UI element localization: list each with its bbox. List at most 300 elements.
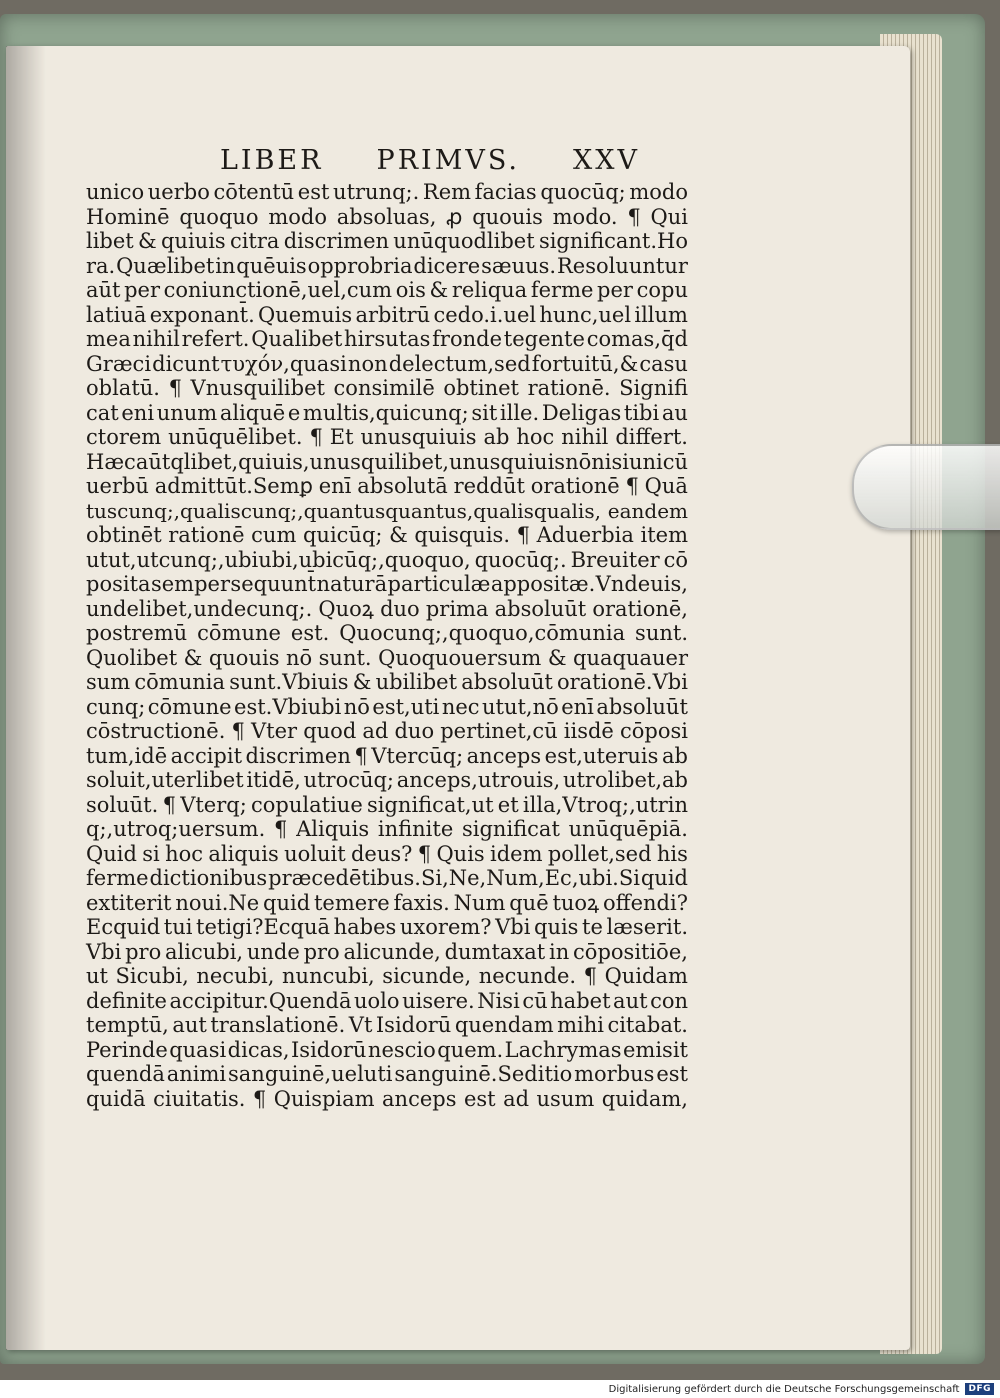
word: cum	[251, 523, 297, 547]
word: cedo.i.uel	[433, 302, 537, 327]
word: pollet,sed	[547, 841, 652, 866]
word: est.Vbiubi	[234, 694, 342, 719]
word: citabat.	[607, 1013, 688, 1037]
word: obtinet	[443, 376, 519, 400]
text-line	[86, 695, 688, 720]
word: Sicubi,	[115, 964, 189, 988]
word: coniunctionē,uel,cum	[163, 278, 393, 302]
word: tuscunq;,qualiscunq;,quantusquantus,qualisqualis,	[86, 498, 601, 523]
word: comas,q̄d	[586, 327, 688, 351]
word: quocūq;.	[474, 547, 567, 572]
word: hirsutas	[344, 327, 431, 351]
word: sæuus.	[481, 253, 557, 278]
word: ¶	[417, 841, 432, 866]
word: hoc	[516, 425, 555, 449]
word: tetigi?Ecquā	[196, 915, 331, 939]
word: Perinde	[86, 1037, 168, 1062]
word: unico	[86, 180, 145, 204]
text-line	[86, 646, 688, 671]
word: appositæ.	[490, 572, 596, 596]
text-block	[86, 180, 688, 1111]
word: mea	[86, 327, 131, 351]
word: necubi,	[196, 964, 275, 988]
word: nihil	[561, 425, 609, 449]
word: copu	[636, 278, 688, 302]
word: aut	[613, 988, 648, 1013]
word: tegente	[503, 327, 585, 351]
word: definite	[86, 988, 167, 1013]
word: tui	[163, 915, 193, 939]
word: Ecquid	[86, 915, 161, 939]
word: habet	[550, 988, 611, 1013]
word: duo	[394, 719, 435, 743]
word: est	[297, 180, 330, 204]
word: pro	[303, 939, 340, 964]
text-line	[86, 205, 688, 230]
word: undelibet,undecunq;.	[86, 596, 313, 621]
word: accipit	[170, 743, 243, 768]
text-line	[86, 915, 688, 940]
word: item	[640, 523, 688, 547]
word: in	[549, 939, 570, 964]
word: soluit,uterlibet	[86, 768, 244, 792]
word: &	[547, 645, 567, 670]
word: Græci	[86, 351, 152, 376]
word: tibi	[623, 400, 660, 425]
word: e	[287, 400, 301, 425]
word: dicas,	[227, 1037, 290, 1062]
word: unūquēlibet.	[168, 425, 303, 449]
word: Vbi	[495, 915, 531, 939]
word: Quidam	[604, 964, 688, 988]
word: Resoluuntur	[556, 253, 688, 278]
word: ꝓ	[446, 204, 463, 229]
text-line	[86, 891, 688, 916]
word: posita	[86, 572, 151, 596]
word: noui.Ne	[175, 890, 260, 915]
word: oblatū.	[86, 376, 160, 400]
word: ab	[483, 425, 510, 449]
word: multis,quicunq;	[302, 400, 469, 425]
text-line	[86, 1062, 688, 1087]
word: modo	[629, 180, 688, 204]
running-head-left: LIBER	[220, 145, 324, 176]
word: est	[463, 1086, 496, 1111]
word: quoquo	[179, 204, 259, 229]
word: non	[347, 351, 388, 376]
word: &	[389, 523, 408, 547]
word: uisere.	[402, 988, 475, 1013]
word: nec	[441, 694, 480, 719]
text-line	[86, 817, 688, 842]
word: illum	[634, 302, 688, 327]
word: ois	[395, 278, 426, 302]
word: si	[142, 841, 160, 866]
word: nō	[565, 449, 592, 474]
word: quouis	[472, 204, 543, 229]
word: idem	[490, 841, 543, 866]
word: enī	[561, 694, 594, 719]
digitization-credit: Digitalisierung gefördert durch die Deutsche Forschungsgemeinschaft	[608, 1383, 960, 1395]
word: naturā	[316, 572, 388, 596]
word: sunt.Vbiuis	[229, 670, 349, 694]
word: quem.	[437, 1037, 504, 1062]
word: Quemuis	[258, 302, 353, 327]
word: est.	[290, 621, 330, 645]
word: Quispiam	[273, 1086, 375, 1111]
word: utrunq;.	[333, 180, 420, 204]
word: sunt.	[318, 645, 372, 670]
text-line	[86, 425, 688, 450]
word: arbitrū	[355, 302, 431, 327]
word: absolutā	[357, 474, 448, 498]
word: ¶	[273, 817, 288, 841]
word: translationē.	[210, 1013, 346, 1037]
word: nisi	[591, 449, 629, 474]
word: Vndeuis,	[595, 572, 688, 596]
word: Quocunq;,quoquo,cōmunia	[339, 621, 626, 645]
word: ¶	[627, 204, 641, 229]
word: sequunt̄	[230, 572, 317, 596]
word: fortuitū,&	[531, 351, 639, 376]
word: utut,nō	[481, 694, 559, 719]
word: quidam,	[601, 1086, 688, 1111]
word: ferme	[86, 866, 149, 890]
word: Quælibet	[116, 253, 215, 278]
word: quidā	[86, 1086, 146, 1111]
word: Isidorū	[375, 1013, 452, 1037]
word: quendā	[86, 1062, 165, 1086]
word: cōposi	[620, 719, 688, 743]
text-line	[86, 327, 688, 352]
word: Aliquis	[296, 817, 370, 841]
word: Qui	[650, 204, 688, 229]
word: qlibet,quiuis,unusquilibet,unusquiuis	[170, 449, 566, 474]
word: offendi?	[603, 890, 688, 915]
word: ille.	[499, 400, 540, 425]
word: quiuis	[160, 229, 226, 253]
word: quod	[303, 719, 357, 743]
word: enī	[318, 474, 352, 498]
word: necunde.	[478, 964, 577, 988]
folio-number: XXV	[573, 145, 640, 176]
text-line	[86, 499, 688, 524]
word: in	[215, 253, 236, 278]
word: particulæ	[387, 572, 491, 596]
text-line	[86, 744, 688, 769]
word: aliquē	[219, 400, 286, 425]
word: iisdē	[563, 719, 614, 743]
text-line	[86, 793, 688, 818]
word: sicunde,	[382, 964, 472, 988]
word: tuoꝝ	[552, 890, 600, 915]
word: tum,idē	[86, 743, 168, 768]
word: differt.	[615, 425, 688, 449]
word: eandem	[607, 498, 688, 523]
word: uoluit	[284, 841, 346, 866]
word: orationē	[530, 474, 620, 498]
word: con	[650, 988, 688, 1013]
word: ciuitatis.	[153, 1086, 246, 1111]
word: nō	[285, 645, 313, 670]
word: ¶	[354, 743, 368, 768]
word: exponant̄.	[149, 302, 255, 327]
text-line	[86, 670, 688, 695]
word: consimilē	[333, 376, 435, 400]
page-gutter-shadow	[6, 46, 46, 1350]
word: cunq;	[86, 694, 146, 719]
word: quisquis.	[414, 523, 511, 547]
word: unum	[156, 400, 218, 425]
word: Quoꝝ	[318, 596, 374, 621]
word: nō	[343, 694, 370, 719]
word: reliqua	[451, 278, 528, 302]
text-line	[86, 572, 688, 597]
word: orationē,	[592, 596, 688, 621]
word: ubilibet	[375, 670, 458, 694]
word: dictionibus	[149, 866, 268, 890]
word: quēuis	[236, 253, 307, 278]
word: quid	[263, 890, 311, 915]
word: emisit	[623, 1037, 688, 1062]
word: prima	[425, 596, 489, 621]
word: &	[138, 229, 157, 253]
word: uerbo	[147, 180, 210, 204]
text-line	[86, 719, 688, 744]
word: dicunt	[152, 351, 220, 376]
word: Aduerbia	[536, 523, 634, 547]
word: significat,ut	[367, 792, 494, 817]
word: te	[582, 915, 603, 939]
word: significant.Ho	[538, 229, 688, 253]
word: ¶	[252, 1086, 267, 1111]
word: absoluūt	[461, 670, 553, 694]
word: aliquis	[208, 841, 279, 866]
word: temptū,	[86, 1013, 169, 1037]
word: pertinet,cū	[440, 719, 558, 743]
text-line	[86, 229, 688, 254]
word: alicubi,	[165, 939, 244, 964]
word: habes	[333, 915, 397, 939]
word: Vbi	[86, 939, 122, 964]
word: his	[656, 841, 688, 866]
text-line	[86, 254, 688, 279]
word: quocūq;	[540, 180, 626, 204]
text-line	[86, 768, 688, 793]
word: soluūt.	[86, 792, 159, 817]
word: utut,utcunq;,ubiubi,ubicūq;,quoquo,	[86, 547, 471, 572]
word: cat	[86, 400, 119, 425]
word: pro	[125, 939, 162, 964]
text-line	[86, 278, 688, 303]
word: ¶	[625, 474, 639, 498]
text-line	[86, 1087, 688, 1112]
text-line	[86, 548, 688, 573]
word: latiuā	[86, 302, 147, 327]
word: unicū	[628, 449, 689, 474]
word: refert.	[181, 327, 250, 351]
word: semper	[150, 572, 230, 596]
word: unde	[246, 939, 300, 964]
word: nuncubi,	[282, 964, 375, 988]
text-line	[86, 450, 688, 475]
word: ¶	[162, 792, 176, 817]
word: uxorem?	[399, 915, 492, 939]
text-line	[86, 866, 688, 891]
text-line	[86, 474, 688, 499]
word: Quolibet	[86, 645, 178, 670]
word: rationē.	[527, 376, 611, 400]
word: Quid	[86, 841, 137, 866]
word: per	[597, 278, 633, 302]
word: Rem	[422, 180, 472, 204]
word: hunc,uel	[539, 302, 632, 327]
word: ad	[503, 1086, 530, 1111]
word: cōtentū	[213, 180, 295, 204]
word: orationē.Vbi	[556, 670, 688, 694]
page-clip	[852, 444, 1000, 530]
word: dumtaxat	[444, 939, 546, 964]
word: τυχόν,quasi	[220, 351, 347, 376]
footer-bar	[0, 1380, 1000, 1398]
word: unūquēpiā.	[568, 817, 688, 841]
word: Nisi	[477, 988, 520, 1013]
word: ad	[362, 719, 389, 743]
word: uerbū	[86, 474, 149, 498]
word: extiterit	[86, 890, 172, 915]
word: præcedētibus.Si,Ne,Num,Ec,ubi.Si	[268, 866, 640, 890]
word: modo	[268, 204, 327, 229]
word: &	[352, 670, 372, 694]
word: accipitur.Quendā	[169, 988, 352, 1013]
word: &	[429, 278, 449, 302]
word: ¶	[309, 425, 323, 449]
running-head-center: PRIMVS.	[376, 145, 520, 176]
word: rationē	[168, 523, 245, 547]
text-line	[86, 303, 688, 328]
word: nihil	[132, 327, 180, 351]
word: cō	[663, 547, 688, 572]
word: Isidorū	[291, 1037, 367, 1062]
word: Breuiter	[570, 547, 660, 572]
word: Qualibet	[251, 327, 343, 351]
word: modo.	[552, 204, 618, 229]
word: ¶	[516, 523, 530, 547]
word: aut	[172, 1013, 207, 1037]
word: Vter	[251, 719, 298, 743]
word: unusquiuis	[360, 425, 477, 449]
word: ¶	[231, 719, 245, 743]
word: aūt	[135, 449, 171, 474]
word: delectum,sed	[388, 351, 531, 376]
word: reddūt	[453, 474, 525, 498]
word: discrimen	[245, 743, 351, 768]
word: Et	[329, 425, 354, 449]
word: quasi	[169, 1037, 227, 1062]
word: cōmune	[147, 694, 232, 719]
word: dicere	[413, 253, 481, 278]
word: cōpositiōe,	[573, 939, 688, 964]
word: cōmunia	[134, 670, 226, 694]
word: sunt.	[635, 621, 688, 645]
word: utrocūq;	[303, 768, 395, 792]
word: ctorem	[86, 425, 162, 449]
word: Vt	[348, 1013, 373, 1037]
word: ¶	[583, 964, 597, 988]
word: citra	[229, 229, 280, 253]
word: facias	[474, 180, 537, 204]
word: anceps	[382, 1086, 457, 1111]
word: ra.	[86, 253, 116, 278]
word: alicunde,	[343, 939, 441, 964]
word: obtinēt	[86, 523, 162, 547]
word: duo	[380, 596, 420, 621]
word: discrimen	[283, 229, 390, 253]
word: cū	[522, 988, 548, 1013]
word: Signifi	[619, 376, 688, 400]
word: morbus	[574, 1062, 655, 1086]
text-line	[86, 597, 688, 622]
word: ¶	[168, 376, 182, 400]
word: ut	[86, 964, 108, 988]
word: Lachrymas	[504, 1037, 622, 1062]
text-line	[86, 1038, 688, 1063]
word: au	[661, 400, 688, 425]
word: copulatiue	[251, 792, 363, 817]
word: Hominē	[86, 204, 170, 229]
word: uolo	[354, 988, 400, 1013]
word: læserit.	[606, 915, 688, 939]
word: est,uti	[372, 694, 440, 719]
text-line	[86, 964, 688, 989]
word: sum	[86, 670, 131, 694]
word: cōstructionē.	[86, 719, 226, 743]
word: anceps,utrouis,	[396, 768, 561, 792]
text-line	[86, 180, 688, 205]
word: itidē,	[246, 768, 301, 792]
word: temere	[313, 890, 390, 915]
word: usum	[536, 1086, 595, 1111]
word: infinite	[377, 817, 454, 841]
word: &	[183, 645, 203, 670]
word: ab	[661, 743, 688, 768]
word: quendam	[454, 1013, 554, 1037]
word: Vnusquilibet	[190, 376, 325, 400]
word: unūquodlibet	[393, 229, 535, 253]
word: mihi	[557, 1013, 604, 1037]
word: admittūt.Semꝑ	[154, 474, 313, 498]
word: absoluas,	[336, 204, 437, 229]
word: hoc	[165, 841, 203, 866]
word: postremū	[86, 621, 188, 645]
word: opprobria	[307, 253, 413, 278]
word: q;,utroq;uersum.	[86, 817, 266, 841]
word: sanguinē,ueluti	[228, 1062, 393, 1086]
word: illa,Vtroq;,utrin	[522, 792, 688, 817]
word: utrolibet,ab	[562, 768, 688, 792]
word: et	[497, 792, 519, 817]
text-line	[86, 989, 688, 1014]
word: nescio	[367, 1037, 436, 1062]
word: quē	[509, 890, 549, 915]
word: animi	[166, 1062, 227, 1086]
word: per	[124, 278, 161, 302]
word: quis	[534, 915, 579, 939]
word: quouis	[208, 645, 280, 670]
text-line	[86, 523, 688, 548]
word: Quā	[644, 474, 688, 498]
word: absoluūt	[596, 694, 688, 719]
